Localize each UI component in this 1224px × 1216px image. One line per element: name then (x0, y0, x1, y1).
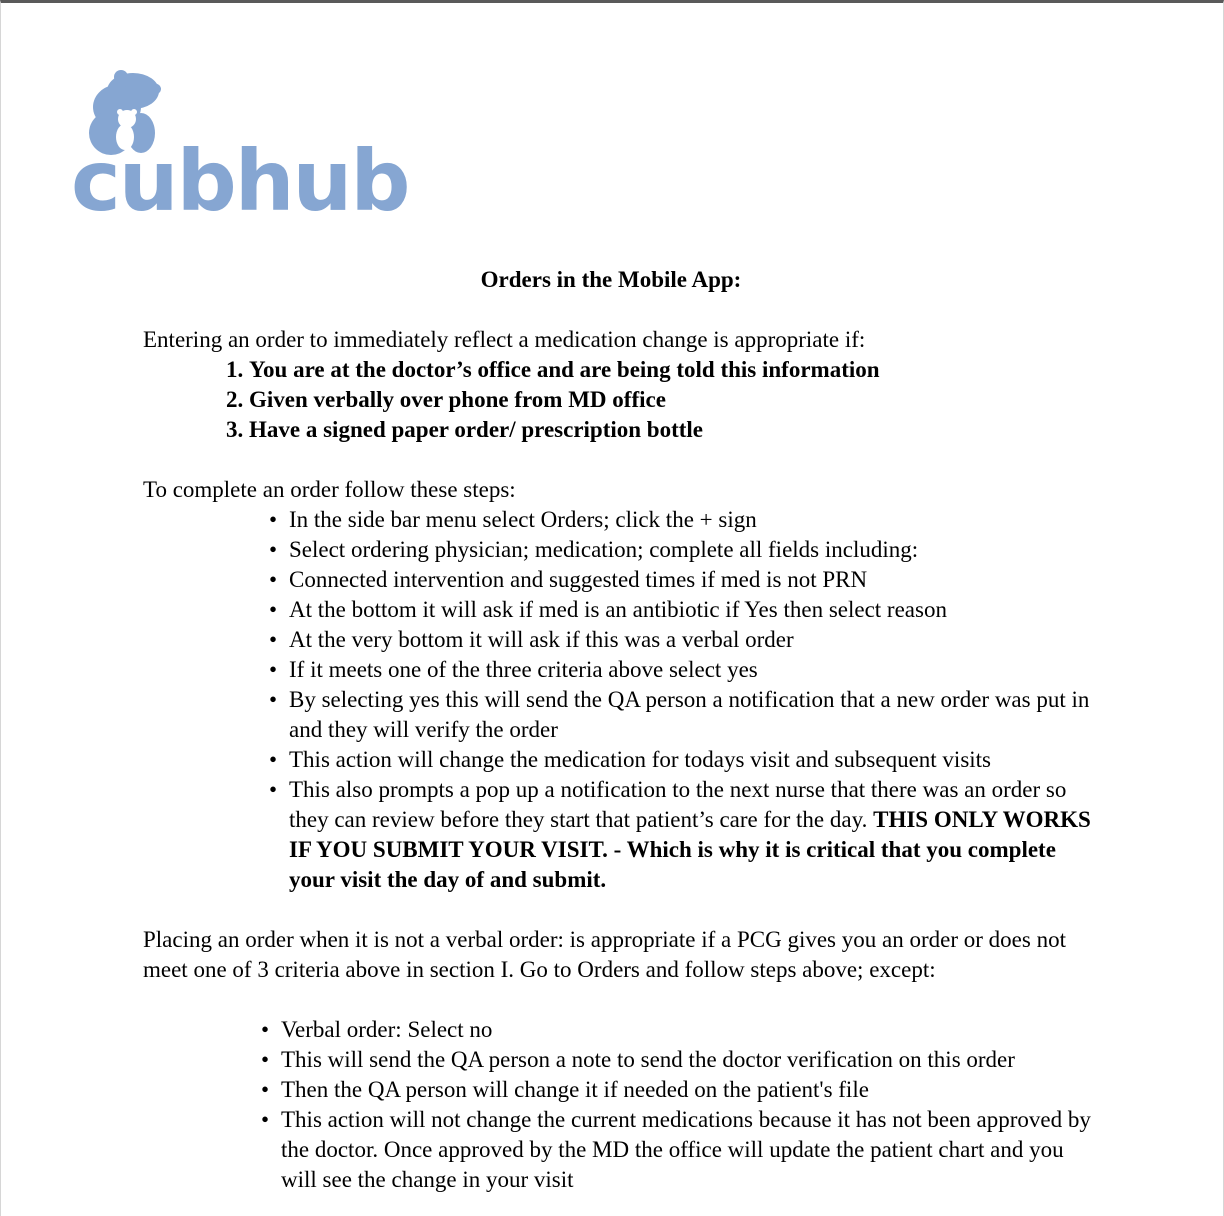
nonverbal-step-item: • This action will not change the current medications because it has not been approved by the doctor. Once approved by the MD the office will update the patient chart and you will see the change in your visit (281, 1105, 1091, 1195)
nonverbal-steps-list (259, 1015, 1091, 1195)
step-text: This also prompts a pop up a notification to the next nurse that there was an order so they can review before they start that patient’s care for the day. (289, 777, 1067, 832)
nonverbal-step-item: • This will send the QA person a note to send the doctor verification on this order (281, 1045, 1091, 1075)
step-item-last (289, 775, 1099, 895)
steps-heading: To complete an order follow these steps: (143, 477, 516, 502)
intro-paragraph: Entering an order to immediately reflect a medication change is appropriate if: (143, 327, 866, 352)
step-item: • Connected intervention and suggested times if med is not PRN (289, 565, 1099, 595)
steps-list (267, 505, 1099, 895)
step-item: • This action will change the medication for todays visit and subsequent visits (289, 745, 1099, 775)
step-warning-bold: THIS ONLY WORKS IF YOU SUBMIT YOUR VISIT. - Which is why it is critical that you complete your visit the day of and submit. (289, 807, 1091, 892)
step-item: • At the bottom it will ask if med is an antibiotic if Yes then select reason (289, 595, 1099, 625)
criteria-item: 3. Have a signed paper order/ prescription bottle (249, 415, 1049, 445)
criteria-item: 2. Given verbally over phone from MD office (249, 385, 1049, 415)
nonverbal-paragraph: Placing an order when it is not a verbal order: is appropriate if a PCG gives you an order or does not meet one of 3 criteria above in section I. Go to Orders and follow steps above; except: (143, 927, 1066, 982)
criteria-item: 1. You are at the doctor’s office and are being told this information (249, 355, 1049, 385)
step-item: • If it meets one of the three criteria above select yes (289, 655, 1099, 685)
nonverbal-step-item: • Then the QA person will change it if needed on the patient's file (281, 1075, 1091, 1105)
step-item: • By selecting yes this will send the QA person a notification that a new order was put in and they will verify the order (289, 685, 1099, 745)
logo-wordmark: cubhub (71, 132, 409, 230)
criteria-list (223, 355, 1049, 445)
step-item: • At the very bottom it will ask if this was a verbal order (289, 625, 1099, 655)
step-item: • In the side bar menu select Orders; click the + sign (289, 505, 1099, 535)
nonverbal-step-item: • Verbal order: Select no (281, 1015, 1091, 1045)
page-title: Orders in the Mobile App: (480, 267, 742, 292)
step-item: • Select ordering physician; medication; complete all fields including: (289, 535, 1099, 565)
cubhub-logo (71, 67, 409, 230)
